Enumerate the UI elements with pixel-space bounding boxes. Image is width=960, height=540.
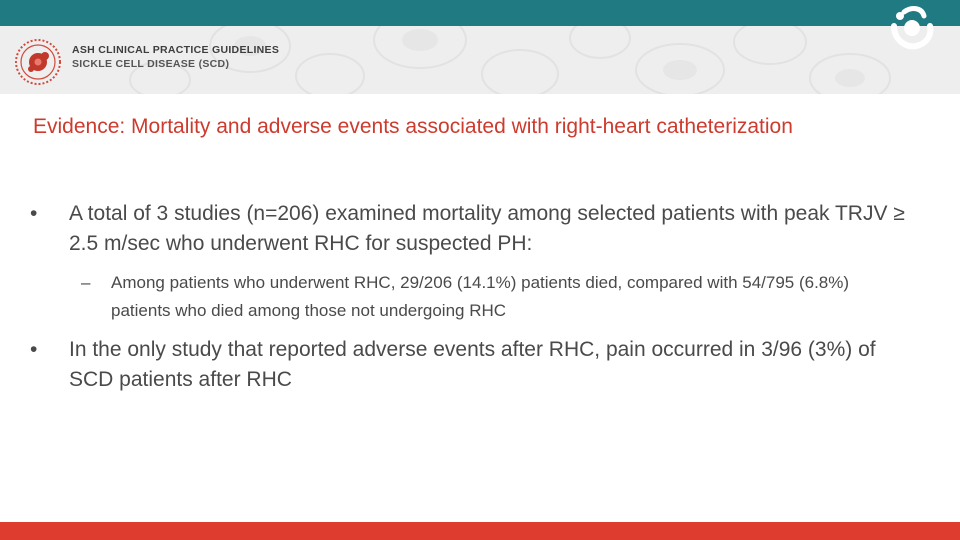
sub-bullet-text: Among patients who underwent RHC, 29/206 (14.1%) patients died, compared with 54/795 (6.8%) patients who died among those not undergoing RHC bbox=[111, 273, 850, 320]
ash-seal-icon bbox=[14, 38, 62, 86]
sub-bullet-marker: – bbox=[81, 273, 91, 292]
bottom-bar bbox=[0, 522, 960, 540]
logo-line-2: SICKLE CELL DISEASE (SCD) bbox=[72, 58, 230, 70]
bullet-marker: • bbox=[30, 202, 38, 225]
sub-bullet-item bbox=[30, 269, 910, 325]
logo-line-1: ASH CLINICAL PRACTICE GUIDELINES bbox=[72, 44, 280, 56]
logo-text bbox=[72, 43, 279, 71]
ash-brand-mark-icon bbox=[886, 4, 936, 50]
slide-title: Evidence: Mortality and adverse events associated with right-heart catheterization bbox=[33, 115, 793, 138]
bullet-item bbox=[30, 199, 910, 259]
bullet-text: A total of 3 studies (n=206) examined mortality among selected patients with peak TRJV ≥ 2.5 m/sec who underwent RHC for suspected PH: bbox=[69, 202, 905, 255]
bullet-marker: • bbox=[30, 338, 38, 361]
top-bar bbox=[0, 0, 960, 26]
bullet-text: In the only study that reported adverse events after RHC, pain occurred in 3/96 (3%) of SCD patients after RHC bbox=[69, 338, 876, 391]
bullet-list bbox=[30, 199, 910, 395]
bullet-item bbox=[30, 335, 910, 395]
